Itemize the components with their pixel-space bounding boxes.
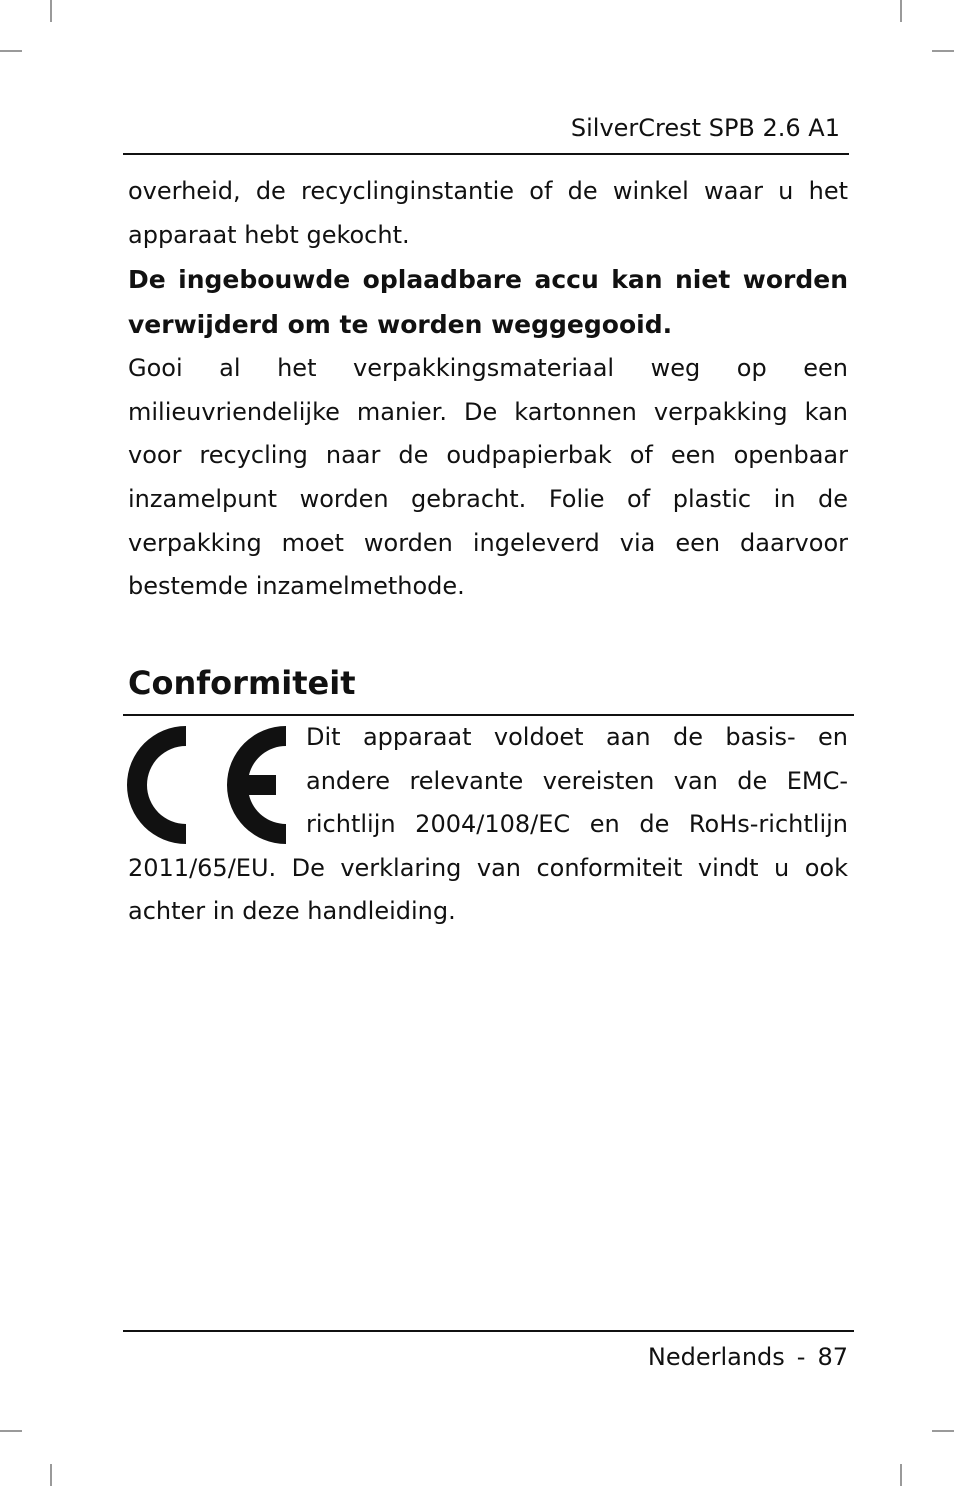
- packaging-paragraph: Gooi al het verpakkingsmateriaal weg op een milieuvriendelijke manier. De kartonnen verpakking kan voor recycling naar de oudpapierbak of een openbaar inzamelpunt worden gebracht. Folie of plastic in de verpakking moet worden ingeleverd via een daarvoor bestemde inzamelmethode.: [128, 354, 848, 601]
- footer-separator: -: [796, 1343, 806, 1371]
- conformity-section: [128, 716, 848, 934]
- crop-mark-bottom-right-h: [932, 1430, 954, 1432]
- running-header: SilverCrest SPB 2.6 A1: [570, 114, 840, 142]
- crop-mark-bottom-left-v: [50, 1464, 52, 1486]
- crop-mark-top-right-h: [932, 50, 954, 52]
- disposal-continuation: overheid, de recyclinginstantie of de winkel waar u het apparaat hebt gekocht.: [128, 177, 848, 249]
- footer-language: Nederlands: [647, 1343, 785, 1371]
- ce-mark-icon: [124, 726, 290, 844]
- conformity-text: Dit apparaat voldoet aan de basis- en andere relevante vereisten van de EMC-richtlijn 2004/108/EC en de RoHs-richtlijn 2011/65/EU. De verklaring van conformiteit vindt u ook achter in deze handleiding.: [128, 723, 848, 926]
- footer-rule: [123, 1330, 854, 1332]
- crop-mark-top-right-v: [900, 0, 902, 22]
- battery-notice: De ingebouwde oplaadbare accu kan niet worden verwijderd om te worden weggegooid.: [128, 265, 848, 340]
- crop-mark-top-left-h: [0, 50, 22, 52]
- disposal-section: [128, 170, 848, 609]
- page-number: 87: [817, 1343, 848, 1371]
- crop-mark-top-left-v: [50, 0, 52, 22]
- crop-mark-bottom-right-v: [900, 1464, 902, 1486]
- header-rule: [123, 153, 849, 155]
- section-title-conformity: Conformiteit: [128, 664, 356, 702]
- crop-mark-bottom-left-h: [0, 1430, 22, 1432]
- page-footer: [648, 1337, 848, 1377]
